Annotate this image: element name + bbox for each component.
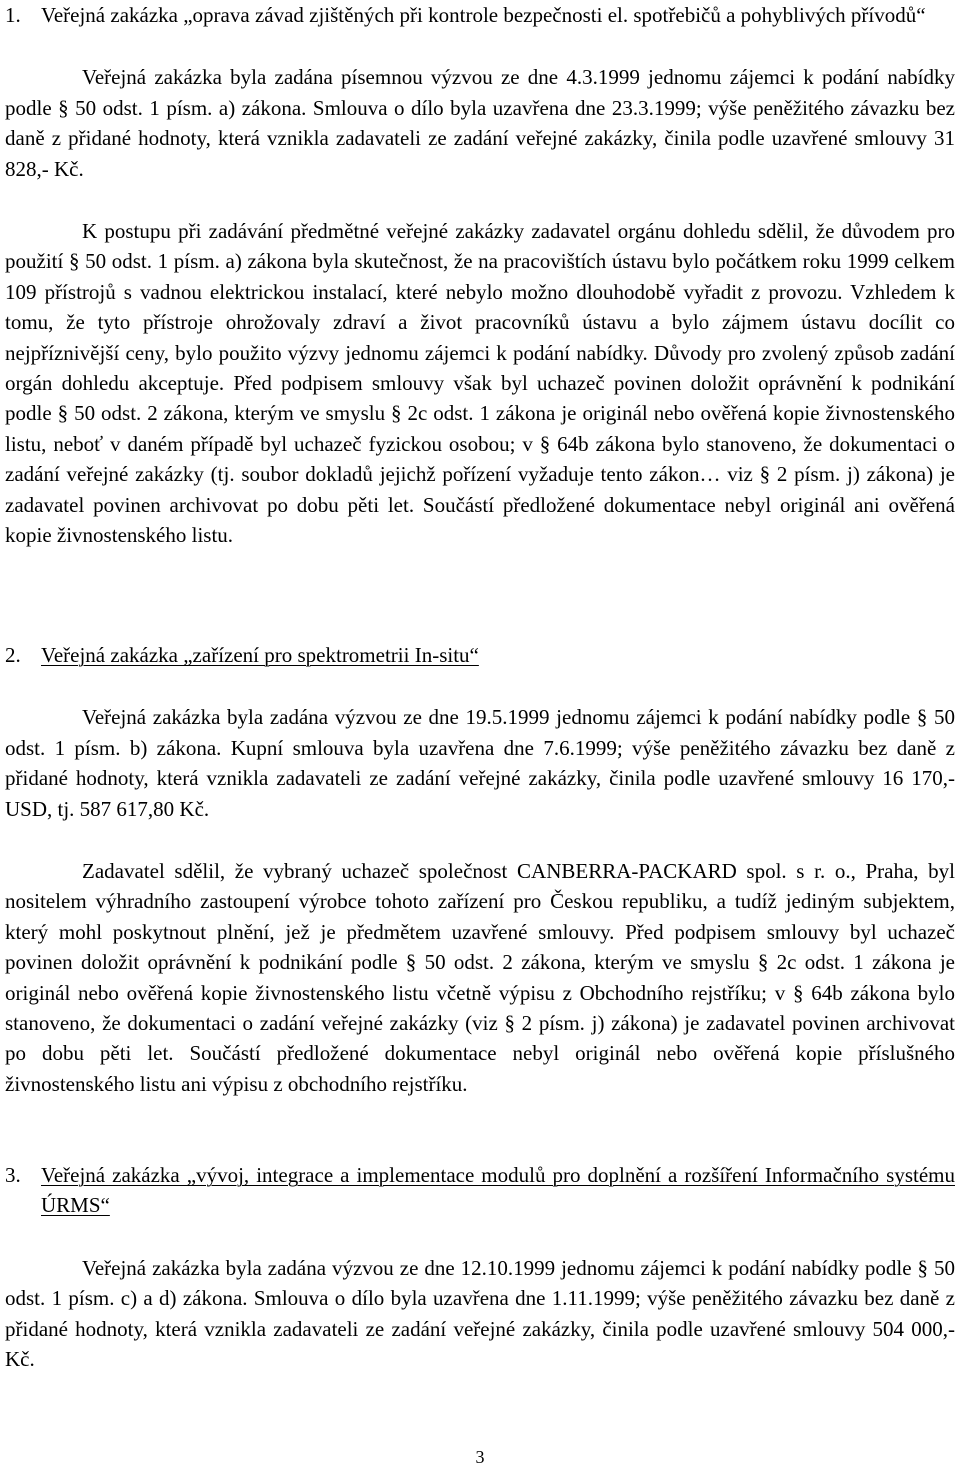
section-title: Veřejná zakázka „oprava závad zjištěných při kontrole bezpečnosti el. spotřebičů a pohyblivých přívodů“	[41, 3, 926, 27]
section-number: 3.	[5, 1163, 21, 1187]
paragraph: Veřejná zakázka byla zadána písemnou výzvou ze dne 4.3.1999 jednomu zájemci k podání nabídky podle § 50 odst. 1 písm. a) zákona. Smlouva o dílo byla uzavřena dne 23.3.1999; výše peněžitého závazku bez daně z přidané hodnoty, která vznikla zadavateli ze zadání veřejné zakázky, činila podle uzavřené smlouvy 31 828,- Kč.	[5, 65, 955, 181]
page-number: 3	[475, 1447, 485, 1467]
paragraph: Veřejná zakázka byla zadána výzvou ze dne 19.5.1999 jednomu zájemci k podání nabídky podle § 50 odst. 1 písm. b) zákona. Kupní smlouva byla uzavřena dne 7.6.1999; výše peněžitého závazku bez daně z přidané hodnoty, která vznikla zadavateli ze zadání veřejné zakázky, činila podle uzavřené smlouvy 16 170,- USD, tj. 587 617,80 Kč.	[5, 705, 955, 821]
section-2	[5, 640, 955, 1099]
section-title: Veřejná zakázka „zařízení pro spektrometrii In-situ“	[41, 643, 479, 667]
paragraph: K postupu při zadávání předmětné veřejné zakázky zadavatel orgánu dohledu sdělil, že důvodem pro použití § 50 odst. 1 písm. a) zákona byla skutečnost, že na pracovištích ústavu bylo počátkem roku 1999 celkem 109 přístrojů s vadnou elektrickou instalací, které nebylo možno dlouhodobě vyřadit z provozu. Vzhledem k tomu, že tyto přístroje ohrožovaly zdraví a život pracovníků ústavu a bylo zájmem ústavu docílit co nejpříznivější ceny, bylo použito výzvy jednomu zájemci k podání nabídky. Důvody pro zvolený způsob zadání orgán dohledu akceptuje. Před podpisem smlouvy však byl uchazeč povinen doložit oprávnění k podnikání podle § 50 odst. 2 zákona, kterým ve smyslu § 2c odst. 1 zákona je originál nebo ověřená kopie živnostenského listu, neboť v daném případě byl uchazeč fyzickou osobou; v § 64b zákona bylo stanoveno, že dokumentaci o zadání veřejné zakázky (tj. soubor dokladů jejichž pořízení vyžaduje tento zákon… viz § 2 písm. j) zákona) je zadavatel povinen archivovat po dobu pěti let. Součástí předložené dokumentace nebyl originál ani ověřená kopie živnostenského listu.	[5, 219, 955, 548]
section-heading	[5, 640, 955, 670]
section-heading	[5, 0, 955, 30]
section-1	[5, 0, 955, 551]
document-page	[5, 0, 955, 1480]
section-3	[5, 1160, 955, 1374]
section-number: 1.	[5, 3, 21, 27]
paragraph: Veřejná zakázka byla zadána výzvou ze dne 12.10.1999 jednomu zájemci k podání nabídky podle § 50 odst. 1 písm. c) a d) zákona. Smlouva o dílo byla uzavřena dne 1.11.1999; výše peněžitého závazku bez daně z přidané hodnoty, která vznikla zadavateli ze zadání veřejné zakázky, činila podle uzavřené smlouvy 504 000,- Kč.	[5, 1255, 955, 1372]
section-heading	[5, 1160, 955, 1221]
paragraph: Zadavatel sdělil, že vybraný uchazeč společnost CANBERRA-PACKARD spol. s r. o., Praha, byl nositelem výhradního zastoupení výrobce tohoto zařízení pro Českou republiku, a tudíž jediným subjektem, který mohl poskytnout plnění, jež je předmětem uzavřené smlouvy. Před podpisem smlouvy byl uchazeč povinen doložit oprávnění k podnikání podle § 50 odst. 2 zákona, kterým ve smyslu § 2c odst. 1 zákona je originál nebo ověřená kopie živnostenského listu včetně výpisu z Obchodního rejstříku; v § 64b zákona bylo stanoveno, že dokumentaci o zadání veřejné zakázky (viz § 2 písm. j) zákona) je zadavatel povinen archivovat po dobu pěti let. Součástí předložené dokumentace nebyl originál nebo ověřená kopie příslušného živnostenského listu ani výpisu z obchodního rejstříku.	[5, 859, 955, 1096]
section-number: 2.	[5, 643, 21, 667]
section-title: Veřejná zakázka „vývoj, integrace a implementace modulů pro doplnění a rozšíření Informačního systému ÚRMS“	[41, 1163, 955, 1218]
